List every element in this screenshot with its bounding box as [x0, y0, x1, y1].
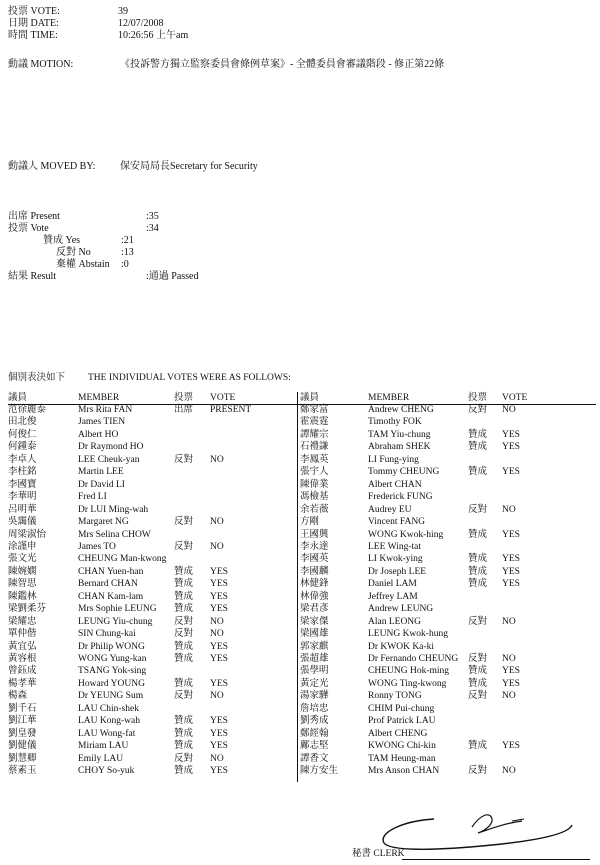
member-name-zh: 王國興 — [300, 529, 329, 540]
vote-zh: 反對 — [468, 766, 488, 777]
member-name-en: Bernard CHAN — [78, 579, 138, 590]
table-row — [8, 555, 298, 567]
member-name-en: Albert HO — [78, 429, 119, 440]
member-name-en: LI Fung-ying — [368, 454, 419, 465]
vote-zh: 反對 — [174, 753, 194, 764]
member-name-zh: 何俊仁 — [8, 429, 37, 440]
table-row — [300, 506, 590, 518]
vote-en: YES — [502, 529, 520, 540]
table-intro-zh: 個別表決如下 — [8, 373, 66, 383]
member-name-zh: 霍震霆 — [300, 417, 329, 428]
member-name-zh: 陳婉嫻 — [8, 566, 37, 577]
vote-number-value: 39 — [118, 6, 128, 17]
member-name-zh: 張文光 — [8, 554, 37, 565]
vote-en: NO — [502, 654, 516, 664]
vote-zh: 反對 — [468, 405, 488, 415]
present-value: :35 — [146, 211, 159, 222]
header-vote-en: VOTE — [210, 393, 236, 403]
vote-en: NO — [502, 616, 516, 627]
member-name-zh: 林健鋒 — [300, 579, 329, 590]
vote-zh: 反對 — [468, 616, 488, 627]
vote-en: YES — [502, 566, 520, 577]
member-name-zh: 梁劉柔芬 — [8, 604, 47, 615]
member-name-en: CHAN Kam-lam — [78, 591, 144, 602]
member-name-en: CHAN Yuen-han — [78, 566, 144, 577]
member-name-en: LEUNG Kwok-hung — [368, 629, 448, 640]
member-name-en: LEUNG Yiu-chung — [78, 616, 153, 627]
member-name-zh: 楊孝華 — [8, 678, 37, 689]
member-name-zh: 譚耀宗 — [300, 429, 329, 440]
table-row — [8, 481, 298, 493]
date-value: 12/07/2008 — [118, 18, 164, 29]
result-label: 結果 Result — [8, 271, 57, 282]
member-name-zh: 余若薇 — [300, 504, 329, 515]
member-name-zh: 李國寶 — [8, 479, 37, 490]
member-name-zh: 鄺志堅 — [300, 741, 329, 752]
member-name-en: TAM Yiu-chung — [368, 429, 431, 440]
header-zh: 議員 — [8, 393, 28, 403]
vote-en: YES — [502, 666, 520, 677]
table-row — [8, 443, 298, 455]
member-name-en: Dr David LI — [78, 479, 125, 490]
member-name-en: Margaret NG — [78, 517, 129, 528]
vote-zh: 贊成 — [468, 678, 488, 689]
member-name-zh: 李國麟 — [300, 566, 329, 577]
table-row — [300, 630, 590, 642]
vote-en: NO — [502, 691, 516, 702]
table-row — [300, 568, 590, 580]
member-name-zh: 李華明 — [8, 492, 37, 503]
vote-en: YES — [210, 641, 228, 652]
table-row — [300, 555, 590, 567]
member-name-en: Andrew CHENG — [368, 405, 434, 415]
yes-value: :21 — [121, 235, 134, 246]
table-row — [300, 605, 590, 617]
member-name-en: Dr KWOK Ka-ki — [368, 641, 434, 652]
table-row — [8, 580, 298, 592]
vote-zh: 贊成 — [468, 529, 488, 540]
member-name-zh: 楊森 — [8, 691, 28, 702]
table-row — [8, 518, 298, 530]
table-row — [8, 568, 298, 580]
vote-zh: 反對 — [174, 517, 194, 528]
member-name-zh: 呂明華 — [8, 504, 37, 515]
member-name-en: Martin LEE — [78, 467, 124, 478]
vote-zh: 反對 — [174, 454, 194, 465]
member-name-en: CHEUNG Man-kwong — [78, 554, 167, 565]
member-name-zh: 張超雄 — [300, 654, 329, 664]
member-name-en: WONG Kwok-hing — [368, 529, 444, 540]
member-name-zh: 陳方安生 — [300, 766, 339, 777]
member-name-zh: 李柱銘 — [8, 467, 37, 478]
vote-en: YES — [210, 604, 228, 615]
vote-zh: 贊成 — [174, 728, 194, 739]
vote-en: YES — [210, 579, 228, 590]
member-name-en: Dr Raymond HO — [78, 442, 144, 453]
present-label: 出席 Present — [8, 211, 60, 222]
member-name-zh: 鄭家富 — [300, 405, 329, 415]
member-name-zh: 劉慧卿 — [8, 753, 37, 764]
vote-en: NO — [210, 541, 224, 552]
table-row — [300, 655, 590, 667]
member-name-en: Frederick FUNG — [368, 492, 433, 503]
member-name-zh: 詹培忠 — [300, 703, 329, 714]
member-name-zh: 陳偉業 — [300, 479, 329, 490]
member-name-zh: 何鍾泰 — [8, 442, 37, 453]
member-name-en: Albert CHAN — [368, 479, 422, 490]
table-row — [8, 717, 298, 729]
clerk-label: 秘書 CLERK — [352, 849, 405, 859]
member-name-zh: 鄭經翰 — [300, 728, 329, 739]
vote-zh: 贊成 — [174, 604, 194, 615]
member-name-en: Howard YOUNG — [78, 678, 145, 689]
member-name-zh: 劉千石 — [8, 703, 37, 714]
member-name-en: Vincent FANG — [368, 517, 426, 528]
table-row — [8, 593, 298, 605]
member-name-en: James TIEN — [78, 417, 126, 428]
member-name-en: Dr Fernando CHEUNG — [368, 654, 459, 664]
member-name-en: Jeffrey LAM — [368, 591, 418, 602]
header-vote-zh: 投票 — [174, 393, 194, 403]
header-member: MEMBER — [78, 393, 120, 403]
member-name-zh: 劉江華 — [8, 716, 37, 727]
table-row — [300, 543, 590, 555]
table-row — [300, 618, 590, 630]
table-row — [300, 643, 590, 655]
abstain-label: 棄權 Abstain — [56, 259, 110, 270]
mover-label: 動議人 MOVED BY: — [8, 161, 96, 172]
member-name-en: TSANG Yok-sing — [78, 666, 147, 677]
vote-en: YES — [502, 554, 520, 565]
table-row — [8, 531, 298, 543]
member-name-zh: 李國英 — [300, 554, 329, 565]
header-vote-en: VOTE — [502, 393, 528, 403]
table-row — [8, 618, 298, 630]
member-name-zh: 涂謹申 — [8, 541, 37, 552]
member-name-zh: 田北俊 — [8, 417, 37, 428]
table-row — [300, 593, 590, 605]
table-row — [8, 767, 298, 779]
member-name-en: Fred LI — [78, 492, 107, 503]
member-name-zh: 范徐麗泰 — [8, 405, 47, 415]
member-name-en: Daniel LAM — [368, 579, 417, 590]
member-name-zh: 梁家傑 — [300, 616, 329, 627]
header-vote-zh: 投票 — [468, 393, 488, 403]
vote-zh: 贊成 — [468, 442, 488, 453]
vote-en: YES — [210, 654, 228, 664]
member-name-en: SIN Chung-kai — [78, 629, 136, 640]
vote-zh: 贊成 — [174, 741, 194, 752]
table-row — [300, 406, 590, 418]
vote-zh: 贊成 — [468, 666, 488, 677]
member-name-zh: 郭家麒 — [300, 641, 329, 652]
member-name-en: Alan LEONG — [368, 616, 422, 627]
table-row — [8, 493, 298, 505]
member-name-zh: 馮檢基 — [300, 492, 329, 503]
vote-en: YES — [502, 429, 520, 440]
table-row — [300, 667, 590, 679]
vote-number-label: 投票 VOTE: — [8, 6, 60, 17]
table-row — [300, 531, 590, 543]
vote-en: NO — [210, 616, 224, 627]
member-name-zh: 劉秀成 — [300, 716, 329, 727]
member-name-zh: 陳鑑林 — [8, 591, 37, 602]
table-row — [300, 730, 590, 742]
vote-en: YES — [210, 591, 228, 602]
vote-zh: 贊成 — [174, 566, 194, 577]
member-name-zh: 單仲偕 — [8, 629, 37, 640]
vote-zh: 反對 — [174, 541, 194, 552]
member-name-en: Mrs Anson CHAN — [368, 766, 440, 777]
member-name-zh: 李鳳英 — [300, 454, 329, 465]
no-label: 反對 No — [56, 247, 91, 258]
member-name-en: KWONG Chi-kin — [368, 741, 436, 752]
table-row — [8, 680, 298, 692]
member-name-zh: 蔡素玉 — [8, 766, 37, 777]
vote-en: YES — [210, 716, 228, 727]
vote-en: NO — [502, 766, 516, 777]
table-row — [8, 630, 298, 642]
table-row — [8, 667, 298, 679]
vote-zh: 反對 — [174, 629, 194, 640]
vote-zh: 贊成 — [174, 579, 194, 590]
table-row — [300, 481, 590, 493]
member-name-en: Ronny TONG — [368, 691, 422, 702]
table-row — [300, 680, 590, 692]
table-row — [300, 580, 590, 592]
member-name-en: Andrew LEUNG — [368, 604, 434, 615]
header-zh: 議員 — [300, 393, 320, 403]
vote-zh: 贊成 — [174, 591, 194, 602]
vote-zh: 反對 — [468, 691, 488, 702]
date-label: 日期 DATE: — [8, 18, 59, 29]
vote-en: NO — [210, 517, 224, 528]
table-row — [8, 418, 298, 430]
table-row — [300, 767, 590, 779]
member-name-zh: 李卓人 — [8, 454, 37, 465]
member-name-en: WONG Yung-kan — [78, 654, 147, 664]
vote-en: NO — [502, 504, 516, 515]
member-name-zh: 張宇人 — [300, 467, 329, 478]
vote-zh: 贊成 — [174, 678, 194, 689]
member-name-en: Mrs Sophie LEUNG — [78, 604, 157, 615]
vote-en: NO — [210, 691, 224, 702]
member-name-en: Albert CHENG — [368, 728, 428, 739]
member-name-en: James TO — [78, 541, 116, 552]
vote-en: YES — [502, 678, 520, 689]
vote-zh: 贊成 — [468, 579, 488, 590]
vote-en: NO — [210, 753, 224, 764]
member-name-zh: 方剛 — [300, 517, 320, 528]
vote-zh: 贊成 — [174, 766, 194, 777]
member-name-zh: 周梁淑怡 — [8, 529, 47, 540]
member-name-en: LI Kwok-ying — [368, 554, 423, 565]
member-name-en: Timothy FOK — [368, 417, 422, 428]
table-intro-en: THE INDIVIDUAL VOTES WERE AS FOLLOWS: — [88, 373, 291, 383]
vote-zh: 贊成 — [174, 716, 194, 727]
member-name-zh: 黃容根 — [8, 654, 37, 664]
table-row — [8, 456, 298, 468]
table-row — [8, 506, 298, 518]
member-name-en: CHIM Pui-chung — [368, 703, 435, 714]
vote-en: YES — [502, 442, 520, 453]
member-name-en: Mrs Selina CHOW — [78, 529, 151, 540]
member-name-en: LEE Cheuk-yan — [78, 454, 140, 465]
member-name-zh: 李永達 — [300, 541, 329, 552]
table-row — [8, 406, 298, 418]
time-value: 10:26:56 上午am — [118, 30, 189, 41]
member-name-en: LAU Wong-fat — [78, 728, 136, 739]
vote-en: YES — [210, 766, 228, 777]
table-row — [300, 468, 590, 480]
member-name-zh: 譚香文 — [300, 753, 329, 764]
member-name-en: CHEUNG Hok-ming — [368, 666, 450, 677]
vote-zh: 贊成 — [468, 566, 488, 577]
member-name-en: Dr Joseph LEE — [368, 566, 427, 577]
member-name-zh: 黃定光 — [300, 678, 329, 689]
table-row — [8, 730, 298, 742]
vote-en: YES — [502, 741, 520, 752]
vote-en: YES — [210, 728, 228, 739]
table-row — [300, 418, 590, 430]
table-row — [8, 755, 298, 767]
yes-label: 贊成 Yes — [43, 235, 81, 246]
header-member: MEMBER — [368, 393, 410, 403]
member-name-zh: 湯家驊 — [300, 691, 329, 702]
member-name-en: Mrs Rita FAN — [78, 405, 133, 415]
table-row — [300, 755, 590, 767]
table-row — [300, 692, 590, 704]
member-name-en: LAU Chin-shek — [78, 703, 139, 714]
vote-en: NO — [210, 454, 224, 465]
table-row — [300, 431, 590, 443]
vote-zh: 贊成 — [468, 467, 488, 478]
member-name-zh: 吳靄儀 — [8, 517, 37, 528]
table-row — [8, 468, 298, 480]
table-row — [8, 431, 298, 443]
table-row — [300, 518, 590, 530]
vote-en: YES — [502, 467, 520, 478]
vote-count-label: 投票 Vote — [8, 223, 49, 234]
member-name-en: Audrey EU — [368, 504, 412, 515]
vote-en: YES — [502, 579, 520, 590]
member-name-zh: 曾鈺成 — [8, 666, 37, 677]
member-name-en: Dr YEUNG Sum — [78, 691, 144, 702]
table-row — [300, 443, 590, 455]
table-row — [8, 692, 298, 704]
vote-zh: 反對 — [174, 691, 194, 702]
motion-label: 動議 MOTION: — [8, 59, 74, 70]
vote-en: YES — [210, 678, 228, 689]
member-name-en: Prof Patrick LAU — [368, 716, 436, 727]
member-name-en: WONG Ting-kwong — [368, 678, 447, 689]
vote-en: YES — [210, 741, 228, 752]
vote-en: NO — [502, 405, 516, 415]
member-name-en: Abraham SHEK — [368, 442, 431, 453]
signature-line — [402, 859, 590, 860]
table-row — [8, 605, 298, 617]
table-row — [8, 655, 298, 667]
result-value: :通過 Passed — [146, 271, 199, 282]
clerk-signature-icon — [372, 805, 582, 855]
table-row — [300, 705, 590, 717]
vote-zh: 出席 — [174, 405, 194, 415]
member-name-zh: 黃宜弘 — [8, 641, 37, 652]
vote-zh: 贊成 — [174, 654, 194, 664]
member-name-zh: 劉健儀 — [8, 741, 37, 752]
member-name-zh: 石禮謙 — [300, 442, 329, 453]
vote-zh: 反對 — [468, 504, 488, 515]
member-name-en: Dr Philip WONG — [78, 641, 145, 652]
abstain-value: :0 — [121, 259, 129, 270]
vote-en: NO — [210, 629, 224, 640]
member-name-zh: 張學明 — [300, 666, 329, 677]
time-label: 時間 TIME: — [8, 30, 58, 41]
member-name-zh: 梁君彥 — [300, 604, 329, 615]
table-row — [300, 742, 590, 754]
vote-en: YES — [210, 566, 228, 577]
member-name-en: Dr LUI Ming-wah — [78, 504, 149, 515]
member-name-en: LEE Wing-tat — [368, 541, 421, 552]
member-name-en: Tommy CHEUNG — [368, 467, 440, 478]
member-name-zh: 劉皇發 — [8, 728, 37, 739]
member-name-en: TAM Heung-man — [368, 753, 436, 764]
member-name-en: Emily LAU — [78, 753, 124, 764]
vote-count-value: :34 — [146, 223, 159, 234]
vote-zh: 反對 — [468, 654, 488, 664]
table-row — [8, 543, 298, 555]
no-value: :13 — [121, 247, 134, 258]
table-row — [300, 456, 590, 468]
vote-zh: 反對 — [174, 616, 194, 627]
member-name-en: Miriam LAU — [78, 741, 129, 752]
vote-zh: 贊成 — [468, 554, 488, 565]
member-name-zh: 梁國雄 — [300, 629, 329, 640]
vote-zh: 贊成 — [468, 741, 488, 752]
vote-zh: 贊成 — [468, 429, 488, 440]
motion-value: 《投訴警方獨立監察委員會條例草案》- 全體委員會審議階段 - 修正第22條 — [120, 59, 445, 70]
table-row — [8, 705, 298, 717]
member-name-zh: 梁耀忠 — [8, 616, 37, 627]
vote-en: PRESENT — [210, 405, 252, 415]
member-name-en: LAU Kong-wah — [78, 716, 141, 727]
member-name-en: CHOY So-yuk — [78, 766, 135, 777]
vote-zh: 贊成 — [174, 641, 194, 652]
member-name-zh: 陳智思 — [8, 579, 37, 590]
mover-value: 保安局局長Secretary for Security — [120, 161, 258, 172]
table-row — [300, 493, 590, 505]
table-row — [8, 742, 298, 754]
table-row — [8, 643, 298, 655]
table-row — [300, 717, 590, 729]
member-name-zh: 林偉強 — [300, 591, 329, 602]
